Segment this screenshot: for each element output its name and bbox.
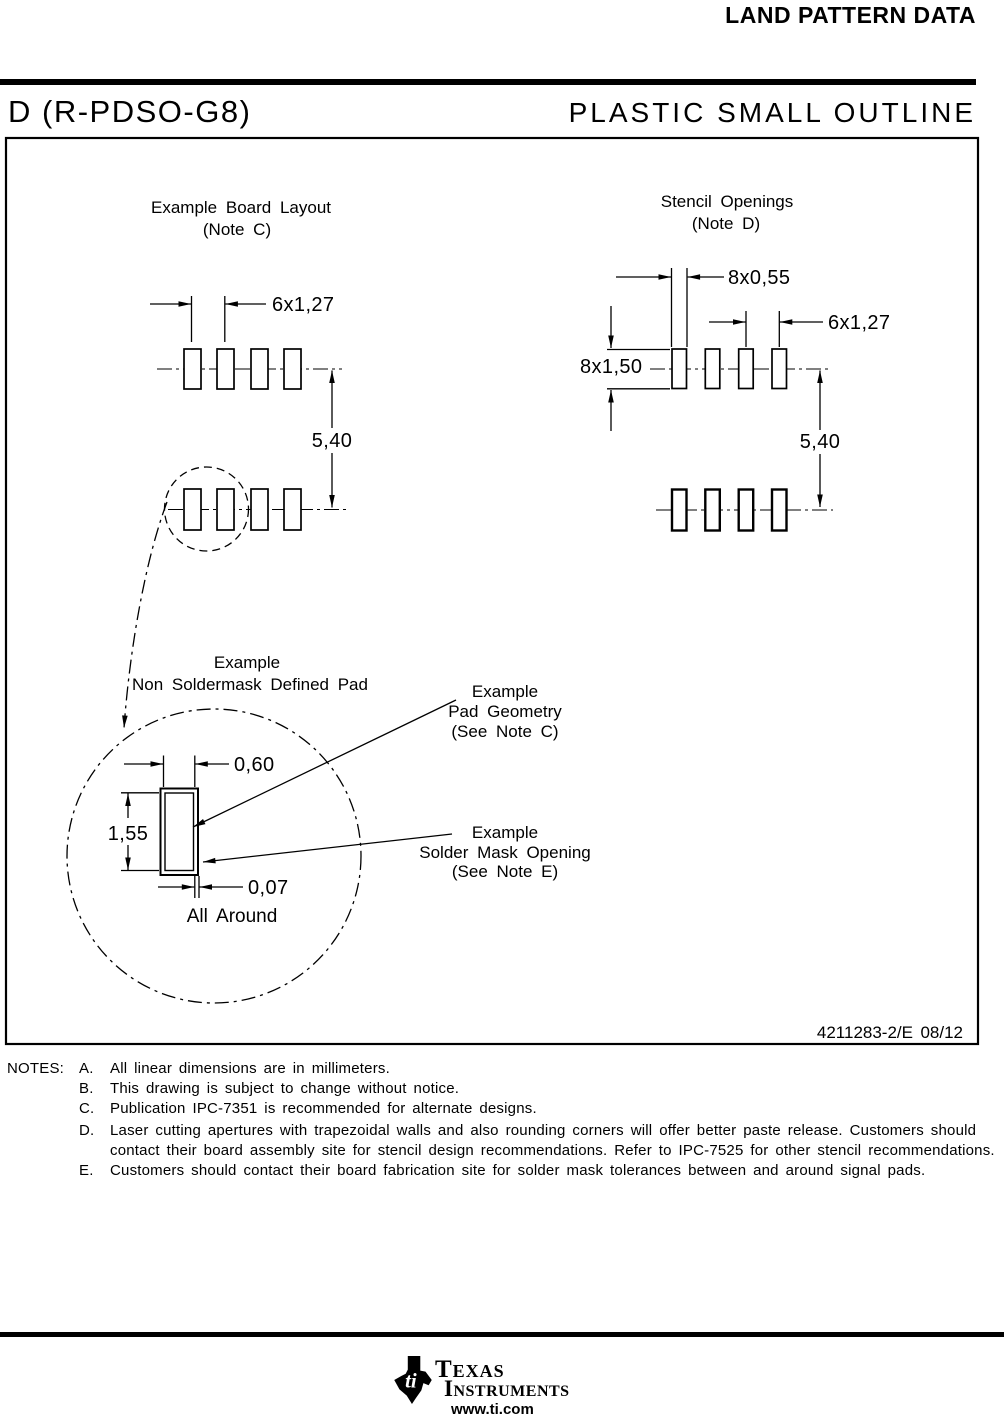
board-pad [184, 349, 201, 389]
board-pad [184, 489, 201, 530]
note-letter: A. [79, 1060, 94, 1077]
package-code: D (R-PDSO-G8) [8, 94, 252, 129]
note-letter: B. [79, 1080, 94, 1097]
pad-width-value: 0,60 [234, 754, 275, 776]
solder-mask-label-line3: (See Note E) [451, 862, 559, 881]
notes-label: NOTES: [7, 1060, 65, 1077]
pad-height-dimension [108, 793, 159, 871]
pad-detail-view [67, 653, 591, 1003]
solder-mask-label [419, 823, 590, 881]
detail-leader-line [124, 502, 167, 728]
board-pad [217, 349, 234, 389]
board-layout-note-ref: (Note C) [202, 220, 272, 239]
stencil-row-spacing-value: 5,40 [799, 431, 841, 453]
stencil-opening-width-value: 8x0,55 [728, 267, 791, 289]
detail-title-line1: Example [213, 653, 281, 672]
solder-mask-leader [203, 834, 452, 862]
pad-geometry-leader [193, 700, 456, 827]
ti-website-url: www.ti.com [451, 1401, 534, 1418]
board-pitch-value: 6x1,27 [272, 294, 335, 316]
stencil-title: Stencil Openings [660, 192, 794, 211]
board-row-spacing-value: 5,40 [311, 430, 353, 452]
svg-text:ti: ti [405, 1368, 417, 1393]
drawing-border [6, 138, 978, 1044]
note-letter: D. [79, 1122, 95, 1139]
brand-name-instruments: Instruments [444, 1376, 570, 1401]
stencil-pitch-dimension [709, 311, 890, 347]
pad-geometry-outline [165, 793, 194, 871]
package-type: PLASTIC SMALL OUTLINE [568, 97, 976, 128]
brand-name-texas: Texas [435, 1356, 505, 1383]
pad-geometry-label-line1: Example [471, 682, 539, 701]
board-pitch-dimension [150, 294, 334, 342]
detail-view-circle [67, 709, 361, 1003]
pad-width-dimension [124, 754, 275, 787]
stencil-opening [705, 349, 720, 389]
stencil-opening-width-dimension [616, 267, 790, 347]
note-text: All linear dimensions are in millimeters. [110, 1060, 390, 1077]
stencil-opening [772, 490, 787, 531]
stencil-openings-view [580, 192, 890, 531]
stencil-opening [739, 490, 754, 531]
note-letter: C. [79, 1100, 95, 1117]
pad-geometry-label-line2: Pad Geometry [448, 702, 562, 721]
board-pad [284, 489, 301, 530]
stencil-pitch-value: 6x1,27 [828, 312, 891, 334]
document-revision-date: 08/12 [920, 1023, 963, 1042]
mask-clearance-value: 0,07 [248, 877, 289, 899]
board-row-spacing-dimension [312, 371, 353, 508]
solder-mask-opening-outline [161, 789, 199, 876]
board-pad [284, 349, 301, 389]
solder-mask-label-line2: Solder Mask Opening [419, 843, 591, 862]
stencil-opening [705, 490, 720, 531]
solder-mask-label-line1: Example [471, 823, 539, 842]
board-layout-title: Example Board Layout [151, 198, 331, 217]
board-pad [251, 489, 268, 530]
stencil-opening [672, 349, 687, 389]
stencil-opening-height-value: 8x1,50 [580, 356, 643, 378]
note-text: This drawing is subject to change without notice. [110, 1080, 460, 1097]
board-layout-view [124, 198, 352, 728]
mask-clearance-dimension [158, 876, 289, 899]
stencil-opening [772, 349, 787, 389]
footer-rule [0, 1332, 1004, 1337]
note-text: Laser cutting apertures with trapezoidal walls and also rounding corners will offer better paste release. Customers should contact their board assembly site for stencil design recommendations. Refer to IPC-7525 for other stencil recommendations. [110, 1122, 995, 1159]
ti-logo-icon [394, 1355, 432, 1410]
stencil-opening [739, 349, 754, 389]
document-number: 4211283-2/E [816, 1023, 913, 1042]
stencil-opening [672, 490, 687, 531]
note-text: Customers should contact their board fabrication site for solder mask tolerances between and around signal pads. [110, 1162, 926, 1179]
all-around-note: All Around [186, 906, 278, 927]
pad-geometry-label [448, 682, 562, 741]
page-title: LAND PATTERN DATA [725, 2, 976, 28]
note-text: Publication IPC-7351 is recommended for alternate designs. [110, 1100, 537, 1117]
stencil-row-spacing-dimension [800, 371, 841, 508]
pad-geometry-label-line3: (See Note C) [451, 722, 559, 741]
board-pad [217, 489, 234, 530]
note-letter: E. [79, 1162, 94, 1179]
detail-title-line2: Non Soldermask Defined Pad [132, 675, 368, 694]
stencil-note-ref: (Note D) [691, 214, 761, 233]
board-pad [251, 349, 268, 389]
pad-height-value: 1,55 [107, 823, 149, 845]
